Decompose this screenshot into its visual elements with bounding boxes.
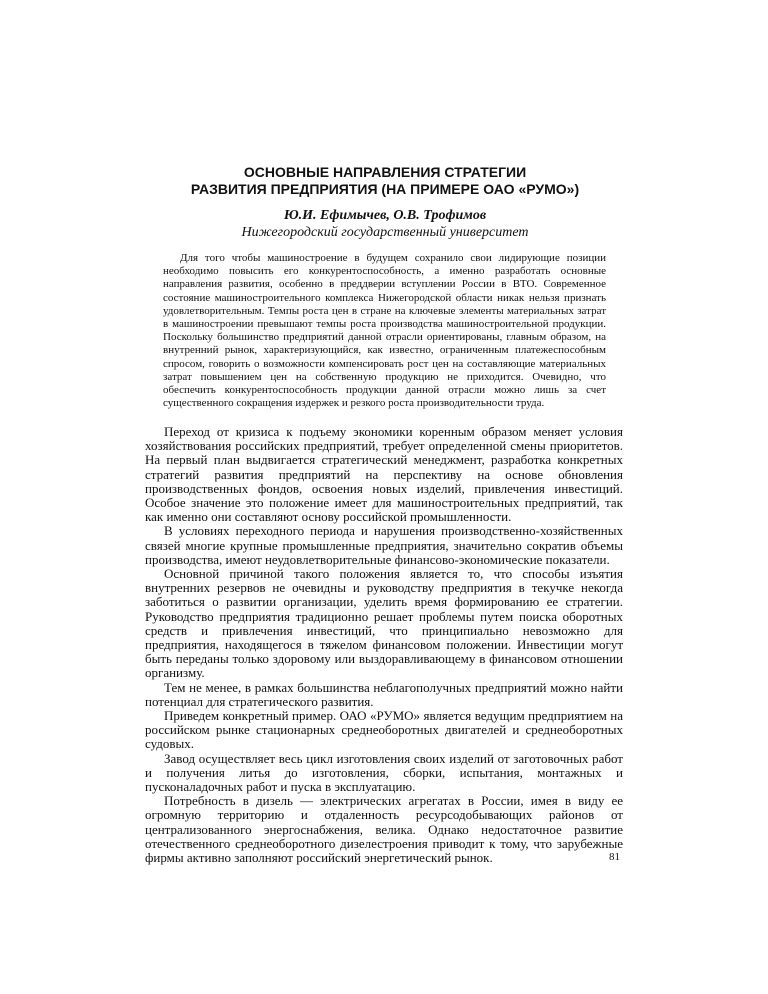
article-title xyxy=(150,164,620,198)
paragraph: Завод осуществляет весь цикл изготовления своих изделий от заготовочных работ и получения литья до изготовления, сборки, испытания, монтажных и пусконаладочных работ и пуска в эксплуатацию. xyxy=(145,750,623,795)
paragraph: Тем не менее, в рамках большинства неблагополучных предприятий можно найти потенциал для стратегического развития. xyxy=(145,679,623,709)
authors: Ю.И. Ефимычев, О.В. Трофимов xyxy=(283,208,487,223)
article-title-line-2: РАЗВИТИЯ ПРЕДПРИЯТИЯ (НА ПРИМЕРЕ ОАО «РУМО») xyxy=(190,181,580,197)
paragraph: В условиях переходного периода и нарушения производственно-хозяйственных связей многие крупные промышленные предприятия, значительно сократив объемы производства, имеют неудовлетворительные финансово-экономические показатели. xyxy=(145,523,623,567)
article-title-line-1: ОСНОВНЫЕ НАПРАВЛЕНИЯ СТРАТЕГИИ xyxy=(243,164,527,180)
affiliation: Нижегородский государственный университет xyxy=(241,225,529,240)
abstract: Для того чтобы машиностроение в будущем сохранило свои лидирующие позиции необходимо повысить его конкурентоспособность, а именно разработать основные направления развития, особенно в преддверии вступлении России в ВТО. Современное состояние машиностроительного комплекса Нижегородской области никак нельзя признать удовлетворительным. Темпы роста цен в стране на ключевые элементы материальных затрат в машиностроении превышают темпы роста производства машиностроительной продукции. Поскольку большинство предприятий данной отрасли ориентированы, главным образом, на внутренний рынок, характеризующийся, как известно, ограниченным платежеспособным спросом, говорить о возможности компенсировать рост цен на составляющие материальных затрат повышением цен на собственную продукцию не приходится. Очевидно, что обеспечить конкурентоспособность продукции данной отрасли можно лишь за счет существенного сокращения издержек и резкого роста производительности труда. xyxy=(163,252,606,410)
paragraph: Переход от кризиса к подъему экономики коренным образом меняет условия хозяйствования российских предприятий, требует определенной смены приоритетов. На первый план выдвигается стратегический менеджмент, разработка конкретных стратегий развития предприятий на перспективу на основе обновления производственных фондов, освоения новых изделий, привлечения инвестиций. Особое значение это положение имеет для машиностроительных предприятий, так как именно они составляют основу российской промышленности. xyxy=(145,424,623,525)
page-number: 81 xyxy=(609,851,620,863)
paragraph: Потребность в дизель — электрических агрегатах в России, имея в виду ее огромную территорию и отдаленность ресурсодобывающих районов от централизованного энергоснабжения, велика. Однако недостаточное развитие отечественного среднеоборотного дизелестроения приводит к тому, что зарубежные фирмы активно заполняют российский энергетический рынок. xyxy=(145,793,623,866)
paragraph: Основной причиной такого положения является то, что способы изъятия внутренних резервов не очевидны и руководству предприятия в текучке некогда заботиться о развитии организации, уделить время формированию ее стратегии. Руководство предприятия традиционно решает проблемы путем поиска оборотных средств и привлечения инвестиций, что принципиально невозможно для предприятия, находящегося в тяжелом финансовом положении. Инвестиции могут быть переданы только здоровому или выздоравливающему в финансовом отношении организму. xyxy=(145,566,623,681)
body-text xyxy=(145,425,623,865)
paragraph: Приведем конкретный пример. ОАО «РУМО» является ведущим предприятием на российском рынке стационарных среднеоборотных двигателей и среднеоборотных судовых. xyxy=(145,708,623,752)
